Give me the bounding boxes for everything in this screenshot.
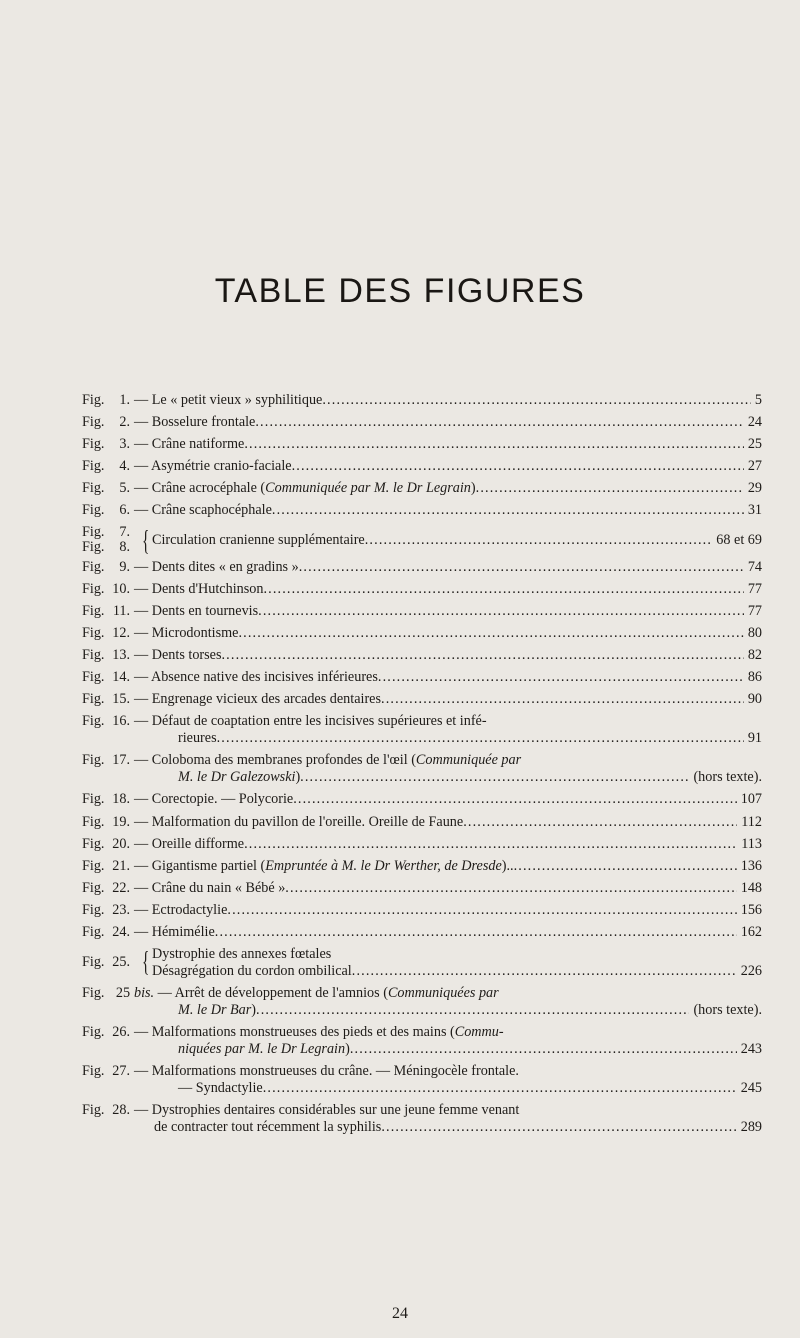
fig-label: Fig. 23. [82,901,131,918]
fig-label: Fig. 10. [82,580,131,597]
page-ref: 107 [740,791,762,808]
figure-list [82,392,762,1142]
brace-glyph: { [142,947,150,979]
page-ref: 156 [740,901,762,918]
list-item: Fig. 27. — Malformations monstrueuses du crâne. — Méningocèle frontale. — Syndactylie . . . 245 [82,1063,762,1097]
page-ref: 148 [740,879,762,896]
page-ref: 77 [747,602,762,619]
fig-label: Fig. 3. [82,436,131,453]
page-ref: 226 [740,963,762,980]
list-item: Fig. 28. — Dystrophies dentaires considérables sur une jeune femme venant de contracter tout récemment la syphilis . . . 289 [82,1102,762,1136]
fig-label: Fig. 7. Fig. 8. [82,523,131,555]
list-item: Fig. 23. — Ectrodactylie . . . 156 [82,902,762,919]
page-ref: 77 [747,580,762,597]
list-item: Fig. 15. — Engrenage vicieux des arcades dentaires . . . 90 [82,691,762,708]
fig-label: Fig. 22. [82,879,131,896]
list-item: Fig. 11. — Dents en tournevis . . . 77 [82,603,762,620]
list-item: Fig. 2. — Bosselure frontale . . . 24 [82,414,762,431]
fig-label: Fig. 4. [82,458,131,475]
fig-label: Fig. 20. [82,835,131,852]
page-ref: 68 et 69 [716,531,762,548]
page-ref: 24 [747,414,762,431]
page-ref: 162 [740,923,762,940]
fig-label: Fig. 12. [82,624,131,641]
page-ref: 113 [741,835,762,852]
fig-label: Fig. 13. [82,646,131,663]
fig-label: Fig. 15. [82,691,131,708]
list-item: Fig. 21. — Gigantisme partiel ( Empruntée à M. le Dr Werther, de Dresde ).. . . . 136 [82,858,762,875]
page-ref: 243 [740,1041,762,1058]
fig-label: Fig. 16. [82,713,131,730]
fig-label: Fig. 25 [82,985,131,1002]
page-ref: 74 [747,558,762,575]
list-item: Fig. 24. — Hémimélie . . . 162 [82,924,762,941]
page-ref: 5 [754,392,762,408]
page-ref: 91 [747,730,762,747]
fig-label: Fig. 28. [82,1102,131,1119]
list-item: Fig. 19. — Malformation du pavillon de l'oreille. Oreille de Faune . . . 112 [82,814,762,831]
list-item: Fig. 25 bis. — Arrêt de développement de l'amnios ( Communiquées par M. le Dr Bar ) . . . (hors texte). [82,985,762,1019]
list-item: Fig. 9. — Dents dites « en gradins » . . . 74 [82,559,762,576]
list-item: Fig. 4. — Asymétrie cranio-faciale . . . 27 [82,458,762,475]
list-item: Fig. 14. — Absence native des incisives inférieures . . . 86 [82,669,762,686]
list-item: Fig. 18. — Corectopie. — Polycorie . . . 107 [82,791,762,808]
page-ref: (hors texte). [693,1002,762,1019]
page-number: 24 [392,1305,408,1322]
page-title: TABLE DES FIGURES [214,272,586,310]
fig-label: Fig. 24. [82,923,131,940]
fig-label: Fig. 19. [82,813,131,830]
list-item: Fig. 12. — Microdontisme . . . 80 [82,625,762,642]
page-ref: 31 [747,502,762,519]
list-item: Fig. 26. — Malformations monstrueuses des pieds et des mains ( Commu- niquées par M. le Dr Legrain ) . . . 243 [82,1024,762,1058]
list-item: Fig. 17. — Coloboma des membranes profondes de l'œil ( Communiquée par M. le Dr Galezowski ) . . . (hors texte). [82,752,762,786]
list-item: Fig. 13. — Dents torses . . . 82 [82,647,762,664]
list-item: Fig. 5. — Crâne acrocéphale ( Communiquée par M. le Dr Legrain ) . . . 29 [82,480,762,497]
page-ref: 29 [747,480,762,497]
fig-label: Fig. 2. [82,414,131,431]
fig-label: Fig. 9. [82,558,131,575]
fig-label: Fig. 5. [82,480,131,497]
page-ref: 82 [747,646,762,663]
brace-glyph: { [142,525,150,557]
page-ref: 27 [747,458,762,475]
page-ref: (hors texte). [693,769,762,786]
fig-label: Fig. 17. [82,752,131,769]
fig-label: Fig. 1. [82,392,131,408]
fig-label: Fig. 26. [82,1024,131,1041]
page-ref: 112 [741,813,762,830]
list-item: Fig. 20. — Oreille difforme . . . 113 [82,836,762,853]
page-ref: 289 [740,1119,762,1136]
page-ref: 136 [740,857,762,874]
list-item: Fig. 1. — Le « petit vieux » syphilitique . . . 5 [82,392,762,409]
fig-label: Fig. 6. [82,502,131,519]
list-item: Fig. 6. — Crâne scaphocéphale . . . 31 [82,502,762,519]
page-ref: 86 [747,669,762,686]
page-ref: 90 [747,691,762,708]
list-item: Fig. 10. — Dents d'Hutchinson . . . 77 [82,581,762,598]
fig-label: Fig. 25. [82,954,131,971]
list-item: Fig. 25. { Dystrophie des annexes fœtales Désagrégation du cordon ombilical . . . 226 [82,946,762,980]
page-ref: 80 [747,624,762,641]
page-ref: 25 [747,436,762,453]
page-ref: 245 [740,1080,762,1097]
list-item: Fig. 22. — Crâne du nain « Bébé » . . . 148 [82,880,762,897]
list-item: Fig. 3. — Crâne natiforme . . . 25 [82,436,762,453]
fig-label: Fig. 14. [82,669,131,686]
list-item: Fig. 7. Fig. 8. { Circulation cranienne supplémentaire . . . 68 et 69 [82,525,762,555]
fig-label: Fig. 21. [82,857,131,874]
fig-label: Fig. 18. [82,791,131,808]
fig-label: Fig. 27. [82,1063,131,1080]
fig-label: Fig. 11. [82,602,131,619]
list-item: Fig. 16. — Défaut de coaptation entre les incisives supérieures et infé- rieures . . . 91 [82,713,762,747]
